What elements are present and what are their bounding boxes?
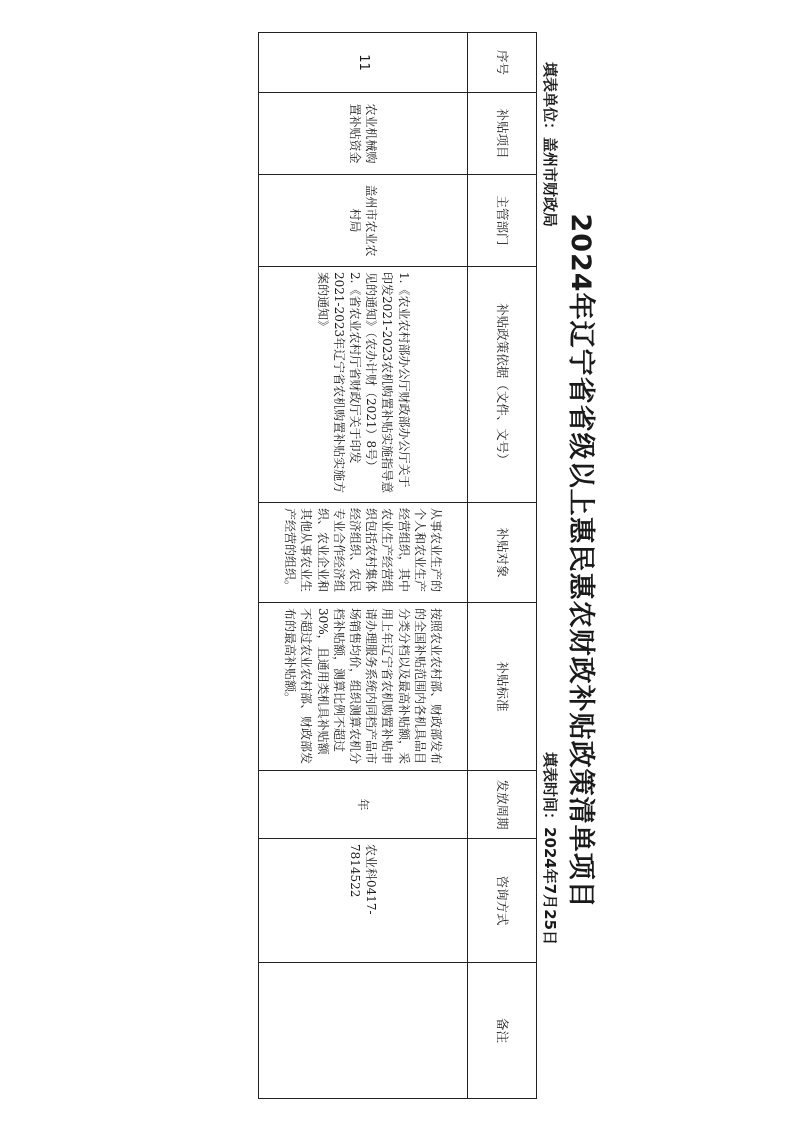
- cell-basis: [259, 267, 468, 503]
- cell-standard: 按照农业农村部、财政部发布的全国补贴范围内各机具品目分类分档以及最高补贴额，采用上年辽宁省农机购置补贴申请办理服务系统内同档产品市场销售均价，组织测算农机分档补贴额，测算比例不超过30%，且通用类机具补贴额不超过农业农村部、财政部发布的最高补贴额。: [259, 603, 468, 771]
- cell-contact: 农业科0417-7814522: [259, 839, 468, 963]
- header-standard: 补贴标准: [468, 603, 537, 771]
- fill-date: 填表时间：2024年7月25日: [541, 752, 559, 946]
- cell-index: 11: [259, 33, 468, 93]
- header-target: 补贴对象: [468, 503, 537, 603]
- header-contact: 咨询方式: [468, 839, 537, 963]
- basis-item-2: 2.《省农业农村厅省财政厅关于印发2021-2023年辽宁省农机购置补贴实施方案的通知》: [315, 272, 362, 494]
- policy-table: [258, 32, 537, 1099]
- table-header-row: [468, 33, 537, 1099]
- header-cycle: 发放周期: [468, 771, 537, 839]
- table-row: [259, 33, 468, 1099]
- cell-target: 从事农业生产的个人和农业生产经营组织，其中农业生产经营组织包括农村集体经济组织、农民专业合作经济组织、农业企业和其他从事农业生产经营的组织。: [259, 503, 468, 603]
- basis-item-1: 1.《农业农村部办公厅财政部办公厅关于印发2021-2023农机购置补贴实施指导意见的通知》（农办计财（2021）8号）: [364, 272, 411, 494]
- cell-cycle: 年: [259, 771, 468, 839]
- cell-remark: [259, 963, 468, 1099]
- header-index: 序号: [468, 33, 537, 93]
- cell-project: 农业机械购置补贴资金: [259, 93, 468, 175]
- cell-department: 盖州市农业农村局: [259, 175, 468, 267]
- page-title: 2024年辽宁省省级以上惠民惠农财政补贴政策清单项目: [565, 213, 596, 909]
- header-basis: 补贴政策依据（文件、文号）: [468, 267, 537, 503]
- header-department: 主管部门: [468, 175, 537, 267]
- header-remark: 备注: [468, 963, 537, 1099]
- fill-unit: 填表单位：盖州市财政局: [541, 62, 559, 228]
- header-project: 补贴项目: [468, 93, 537, 175]
